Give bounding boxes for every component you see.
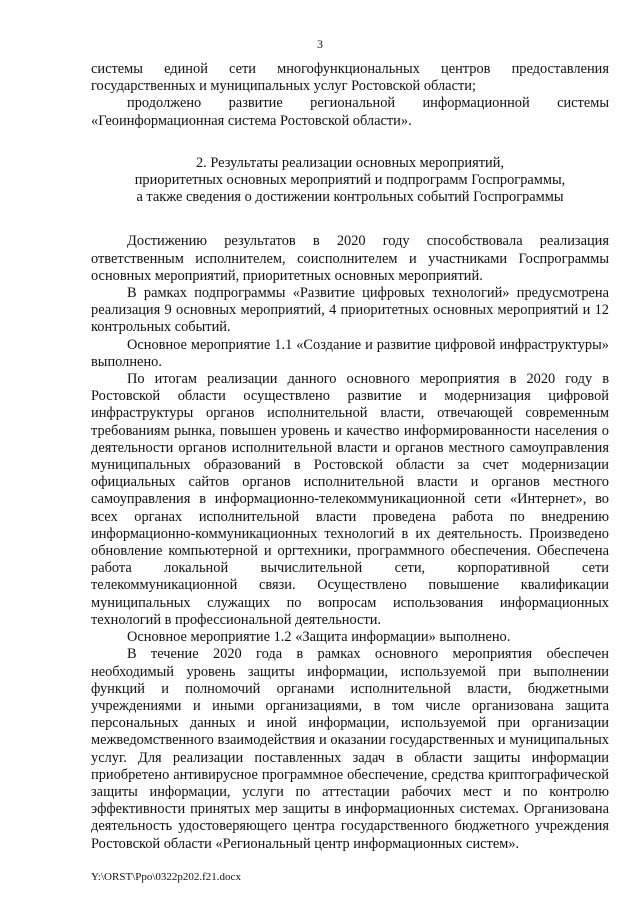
document-body	[91, 61, 609, 853]
paragraph-measure-1-2-results: В течение 2020 года в рамках основного мероприятия обеспечен необходимый уровень защиты информации, используемой при выполнении функций и полномочий органами исполнительной власти, бюджетными учреждениями и иными организациями, в том числе организована защита персональных данных и иной информации, используемой при организации межведомственного взаимодействия и оказании государственных и муниципальных услуг. Для реализации поставленных задач в области защиты информации приобретено антивирусное программное обеспечение, средства криптографической защиты информации, услуги по аттестации рабочих мест и по контролю эффективности принятых мер защиты в информационных системах. Организована деятельность удостоверяющего центра государственного бюджетного учреждения Ростовской области «Региональный центр информационных систем».	[91, 646, 609, 852]
section-heading-line-3: а также сведения о достижении контрольных событий Госпрограммы	[136, 189, 564, 206]
section-heading	[91, 155, 609, 207]
paragraph-results: Достижению результатов в 2020 году способствовала реализация ответственным исполнителем, соисполнителем и участниками Госпрограммы основных мероприятий, приоритетных основных мероприятий.	[91, 233, 609, 284]
paragraph-measure-1-1: Основное мероприятие 1.1 «Создание и развитие цифровой инфраструктуры» выполнено.	[91, 336, 609, 370]
page-number: 3	[317, 37, 323, 51]
paragraph-geoinformation: продолжено развитие региональной информационной системы «Геоинформационная система Ростовской области».	[91, 95, 609, 129]
section-heading-line-2: приоритетных основных мероприятий и подпрограмм Госпрограммы,	[134, 172, 566, 189]
paragraph-measure-1-1-results: По итогам реализации данного основного мероприятия в 2020 году в Ростовской области осуществлено развитие и модернизация цифровой инфраструктуры органов исполнительной власти, отвечающей современным требованиям рынка, повышен уровень и качество информированности населения о деятельности органов исполнительной власти и органов местного самоуправления муниципальных образований в Ростовской области за счет модернизации официальных сайтов органов исполнительной власти и органов местного самоуправления в информационно-телекоммуникационной сети «Интернет», во всех органах исполнительной власти проведена работа по внедрению информационно-коммуникационных технологий в их деятельность. Произведено обновление компьютерной и оргтехники, программного обеспечения. Обеспечена работа локальной вычислительной сети, корпоративной сети телекоммуникационной связи. Осуществлено повышение квалификации муниципальных служащих по вопросам использования информационных технологий в профессиональной деятельности.	[91, 371, 609, 628]
footer-file-path: Y:\ORST\Ppo\0322p202.f21.docx	[91, 871, 241, 883]
paragraph-measure-1-2: Основное мероприятие 1.2 «Защита информации» выполнено.	[127, 629, 511, 646]
paragraph-subprogram: В рамках подпрограммы «Развитие цифровых технологий» предусмотрена реализация 9 основных мероприятий, 4 приоритетных основных мероприятий и 12 контрольных событий.	[91, 285, 609, 336]
paragraph-continuation: системы единой сети многофункциональных центров предоставления государственных и муниципальных услуг Ростовской области;	[91, 61, 609, 95]
section-heading-line-1: 2. Результаты реализации основных мероприятий,	[195, 154, 505, 171]
